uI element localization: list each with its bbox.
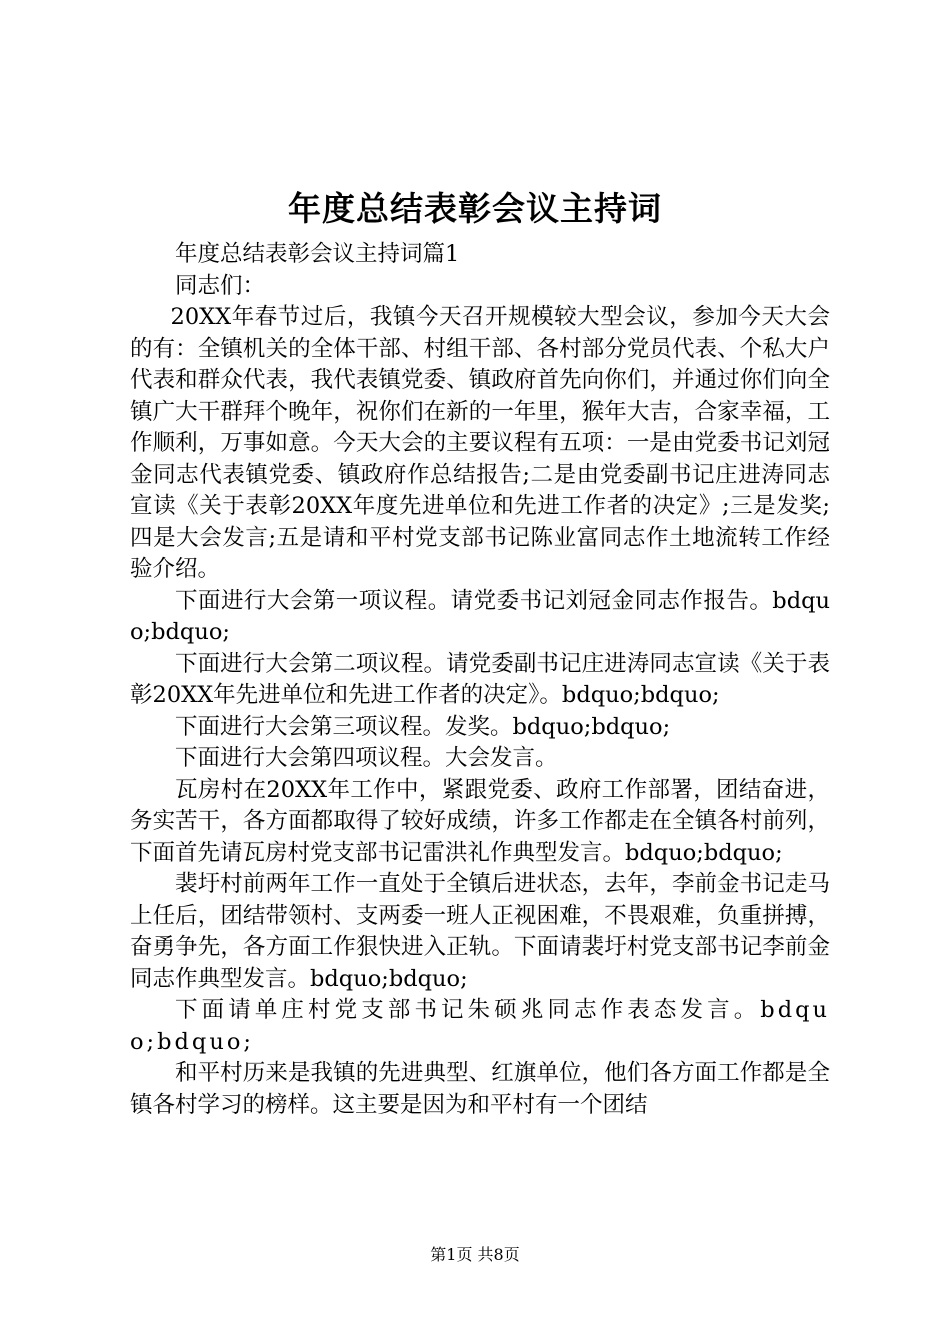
paragraph-opening: 20XX年春节过后，我镇今天召开规模较大型会议，参加今天大会的有：全镇机关的全体干部、村组干部、各村部分党员代表、个私大户代表和群众代表，我代表镇党委、镇政府首先向你们，并通过你们向全镇广大干群拜个晚年，祝你们在新的一年里，猴年大吉，合家幸福，工作顺利，万事如意。今天大会的主要议程有五项：一是由党委书记刘冠金同志代表镇党委、镇政府作总结报告;二是由党委副书记庄进涛同志宣读《关于表彰20XX年度先进单位和先进工作者的决定》;三是发奖;四是大会发言;五是请和平村党支部书记陈业富同志作土地流转工作经验介绍。 xyxy=(130,304,830,582)
paragraph-agenda-1: 下面进行大会第一项议程。请党委书记刘冠金同志作报告。bdquo;bdquo; xyxy=(130,587,830,645)
salutation: 同志们： xyxy=(175,272,266,299)
paragraph-agenda-3: 下面进行大会第三项议程。发奖。bdquo;bdquo; xyxy=(175,713,671,740)
section-heading: 年度总结表彰会议主持词篇1 xyxy=(175,241,460,267)
paragraph-shanzhuang-village: 下面请单庄村党支部书记朱硕兆同志作表态发言。bdquo;bdquo; xyxy=(130,997,830,1055)
paragraph-agenda-2: 下面进行大会第二项议程。请党委副书记庄进涛同志宣读《关于表彰20XX年先进单位和先进工作者的决定》。bdquo;bdquo; xyxy=(130,650,830,708)
paragraph-wafang-village: 瓦房村在20XX年工作中，紧跟党委、政府工作部署，团结奋进，务实苦干，各方面都取得了较好成绩，许多工作都走在全镇各村前列，下面首先请瓦房村党支部书记雷洪礼作典型发言。bdquo;bdquo; xyxy=(130,776,830,866)
paragraph-heping-village: 和平村历来是我镇的先进典型、红旗单位，他们各方面工作都是全镇各村学习的榜样。这主要是因为和平村有一个团结 xyxy=(130,1060,830,1118)
document-body xyxy=(130,239,830,1121)
paragraph-agenda-4: 下面进行大会第四项议程。大会发言。 xyxy=(175,745,558,771)
page-number-footer: 第1页 共8页 xyxy=(430,1245,520,1264)
document-title: 年度总结表彰会议主持词 xyxy=(288,189,662,228)
paragraph-peiwei-village: 裴圩村前两年工作一直处于全镇后进状态，去年，李前金书记走马上任后，团结带领村、支两委一班人正视困难，不畏艰难，负重拼搏，奋勇争先，各方面工作狠快进入正轨。下面请裴圩村党支部书记李前金同志作典型发言。bdquo;bdquo; xyxy=(130,871,830,992)
